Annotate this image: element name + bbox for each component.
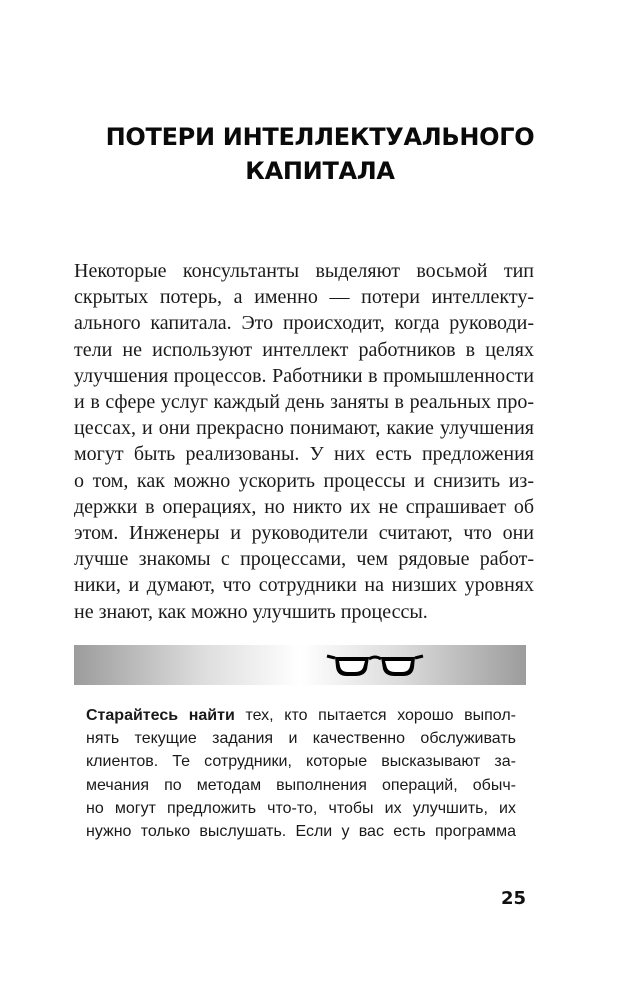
body-line: не знают, как можно улучшить процессы.: [74, 600, 428, 623]
tip-line: [86, 704, 516, 727]
tip-line: нужно только выслушать. Если у вас есть программа: [86, 823, 516, 841]
tip-banner: [74, 645, 526, 685]
body-line: могут быть реализованы. У них есть предложения: [74, 443, 534, 466]
tip-line-rest: тех, кто пытается хорошо выпол-: [234, 707, 516, 724]
body-line: этом. Инженеры и руководители считают, что они: [74, 522, 534, 545]
heading-line: ПОТЕРИ ИНТЕЛЛЕКТУАЛЬНОГО: [105, 123, 535, 151]
tip-line: клиентов. Те сотрудники, которые высказывают за-: [86, 753, 516, 771]
section-heading: [74, 120, 566, 188]
page-number: 25: [500, 888, 526, 909]
body-line: лучше знакомы с процессами, чем рядовые работ-: [74, 548, 534, 571]
tip-line: нять текущие задания и качественно обслуживать: [86, 730, 516, 748]
body-line: о том, как можно ускорить процессы и снизить из-: [74, 469, 534, 492]
body-line: ального капитала. Это происходит, когда руководи-: [74, 312, 534, 335]
heading-line: КАПИТАЛА: [245, 157, 395, 185]
tip-line: но могут предложить что-то, чтобы их улучшить, их: [86, 799, 516, 817]
glasses-icon: [325, 645, 425, 685]
body-line: скрытых потерь, а именно — потери интеллекту-: [74, 286, 534, 309]
tip-lead: Старайтесь найти: [86, 707, 235, 724]
body-paragraph: [74, 258, 534, 625]
body-line: держки в операциях, но никто их не спрашивает об: [74, 495, 534, 518]
body-line: и в сфере услуг каждый день заняты в реальных про-: [74, 391, 534, 414]
tip-paragraph: [86, 704, 516, 843]
body-line: цессах, и они прекрасно понимают, какие улучшения: [74, 417, 534, 440]
body-line: ники, и думают, что сотрудники на низших уровнях: [74, 574, 534, 597]
tip-line: мечания по методам выполнения операций, обыч-: [86, 776, 516, 794]
body-line: улучшения процессов. Работники в промышленности: [74, 364, 534, 387]
body-line: Некоторые консультанты выделяют восьмой тип: [74, 260, 534, 282]
body-line: тели не используют интеллект работников в целях: [74, 338, 534, 361]
